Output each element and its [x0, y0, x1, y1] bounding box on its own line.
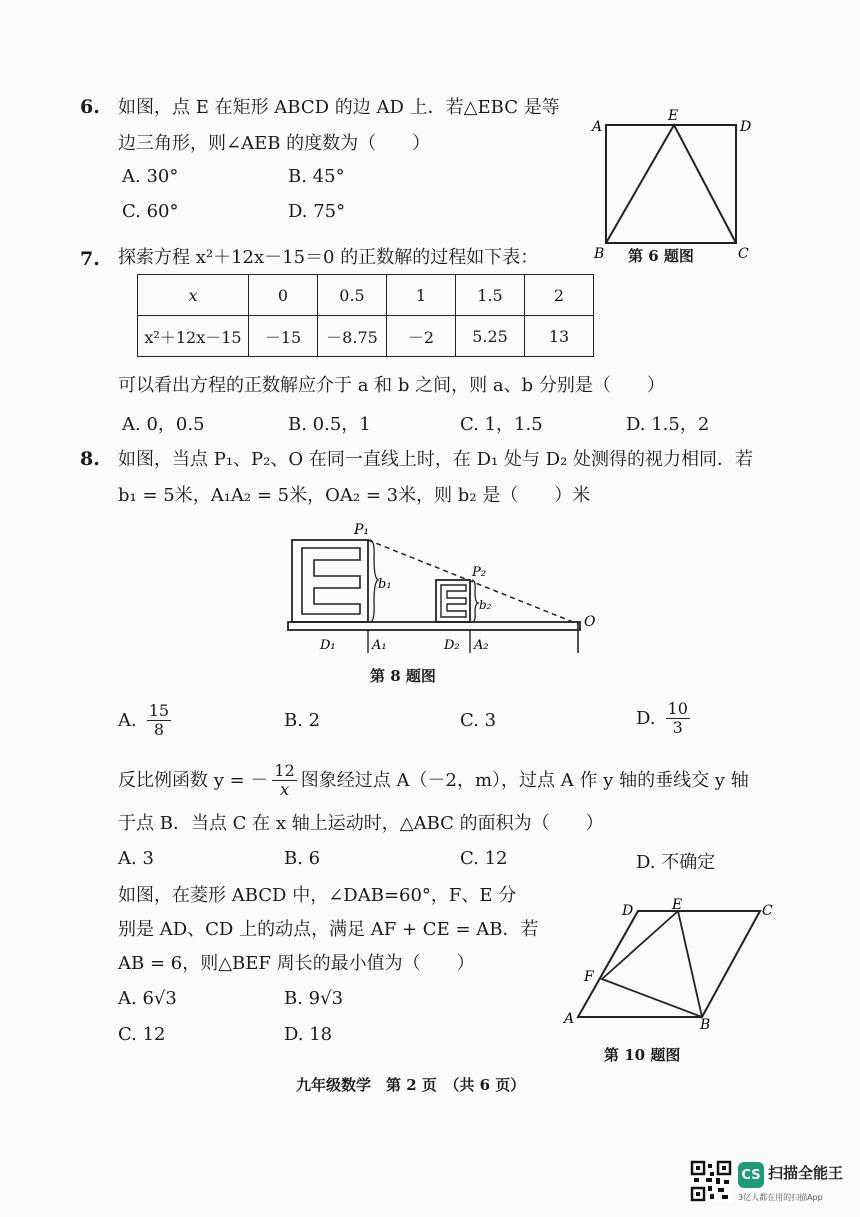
table-row: [138, 275, 594, 316]
q7-option-a: A. 0，0.5: [122, 414, 205, 435]
q6-option-a: A. 30°: [122, 166, 179, 187]
q8-label-p1: P₁: [354, 522, 370, 538]
table-cell: －2: [387, 316, 456, 357]
q10-line3: AB = 6，则△BEF 周长的最小值为（ ）: [118, 953, 475, 974]
q8-option-c: C. 3: [460, 710, 497, 731]
q8-option-d-fraction: [666, 700, 690, 737]
q8-option-a-letter: A.: [118, 710, 137, 731]
q7-line1: 探索方程 x²＋12x－15＝0 的正数解的过程如下表：: [118, 247, 539, 268]
table-cell: 0.5: [318, 275, 387, 316]
q8-option-b: B. 2: [284, 710, 321, 731]
q6-label-a: A: [592, 119, 603, 135]
q9-pre: 反比例函数 y = －: [118, 769, 269, 791]
q8-label-p2: P₂: [472, 565, 486, 580]
q9-line1: [118, 762, 749, 799]
q6-number: 6.: [80, 96, 100, 118]
table-cell: －8.75: [318, 316, 387, 357]
q8-option-a: [118, 702, 171, 739]
q10-option-b: B. 9√3: [284, 988, 344, 1009]
q8-caption: 第 8 题图: [370, 667, 436, 685]
q6-line1: 如图，点 E 在矩形 ABCD 的边 AD 上．若△EBC 是等: [118, 97, 560, 118]
fraction-numerator: 15: [148, 701, 170, 720]
q10-caption: 第 10 题图: [604, 1046, 681, 1064]
q6-label-e: E: [668, 108, 679, 124]
q10-label-b: B: [700, 1017, 711, 1033]
app-tagline: 3亿人都在用的扫描App: [738, 1193, 823, 1202]
q8-figure: [280, 518, 610, 658]
q10-line1: 如图，在菱形 ABCD 中，∠DAB=60°，F、E 分: [118, 885, 517, 906]
q10-line2: 别是 AD、CD 上的动点，满足 AF + CE = AB．若: [118, 919, 539, 940]
table-row: [138, 316, 594, 357]
q6-line2: 边三角形，则∠AEB 的度数为（ ）: [118, 133, 431, 154]
q9-fraction: [272, 762, 296, 799]
q6-label-c: C: [738, 246, 749, 262]
q8-number: 8.: [80, 448, 100, 470]
qr-code-icon: [690, 1160, 732, 1202]
q9-option-a: A. 3: [118, 848, 154, 869]
cs-logo: CS: [738, 1162, 764, 1188]
fraction-numerator: 12: [274, 761, 295, 780]
q8-label-b2: b₂: [479, 598, 492, 612]
q8-option-d-letter: D.: [636, 708, 656, 729]
table-cell: 1.5: [456, 275, 525, 316]
table-cell: 2: [525, 275, 594, 316]
page-footer: 九年级数学 第 2 页 （共 6 页）: [296, 1076, 526, 1094]
q10-label-c: C: [762, 903, 773, 919]
table-cell: 13: [525, 316, 594, 357]
q10-option-d: D. 18: [284, 1024, 333, 1045]
q8-option-d: [636, 700, 690, 737]
q8-line2: b₁ = 5米，A₁A₂ = 5米，OA₂ = 3米，则 b₂ 是（ ）米: [118, 485, 591, 506]
q6-option-b: B. 45°: [288, 166, 345, 187]
q7-table: [137, 274, 594, 357]
fraction-denominator: 3: [672, 718, 683, 737]
table-cell: －15: [249, 316, 318, 357]
q8-label-o: O: [584, 614, 596, 630]
q9-option-b: B. 6: [284, 848, 321, 869]
q8-label-d2: D₂: [444, 638, 460, 653]
fraction-denominator: x: [280, 780, 290, 799]
q9-line2: 于点 B．当点 C 在 x 轴上运动时，△ABC 的面积为（ ）: [118, 813, 604, 834]
q10-label-d: D: [622, 903, 634, 919]
q10-figure: [560, 895, 790, 1035]
q9-option-d: D. 不确定: [636, 852, 716, 873]
q9-post: 图象经过点 A（－2，m），过点 A 作 y 轴的垂线交 y 轴: [300, 769, 749, 791]
q7-number: 7.: [80, 248, 100, 270]
q6-label-b: B: [594, 246, 605, 262]
q7-line2: 可以看出方程的正数解应介于 a 和 b 之间，则 a、b 分别是（ ）: [118, 375, 665, 396]
table-cell: x²＋12x－15: [138, 316, 249, 357]
q10-option-a: A. 6√3: [118, 988, 177, 1009]
q6-caption: 第 6 题图: [628, 247, 694, 265]
q10-label-f: F: [584, 969, 594, 985]
q8-label-d1: D₁: [320, 638, 336, 653]
fraction-numerator: 10: [667, 699, 688, 718]
q6-option-d: D. 75°: [288, 201, 346, 222]
app-name: 扫描全能王: [768, 1164, 844, 1182]
q7-option-b: B. 0.5，1: [288, 414, 371, 435]
q10-label-a: A: [564, 1011, 575, 1027]
q6-label-d: D: [740, 119, 752, 135]
fraction-denominator: 8: [153, 720, 164, 739]
table-cell: 5.25: [456, 316, 525, 357]
q10-label-e: E: [672, 897, 683, 913]
q8-label-a2: A₂: [474, 638, 489, 653]
q8-line1: 如图，当点 P₁、P₂、O 在同一直线上时，在 D₁ 处与 D₂ 处测得的视力相同．若: [118, 449, 754, 470]
q8-option-a-fraction: [147, 702, 171, 739]
q8-label-a1: A₁: [372, 638, 387, 653]
q6-option-c: C. 60°: [122, 201, 179, 222]
q7-option-c: C. 1，1.5: [460, 414, 543, 435]
q10-option-c: C. 12: [118, 1024, 166, 1045]
q7-option-d: D. 1.5，2: [626, 414, 710, 435]
table-cell: 1: [387, 275, 456, 316]
q8-label-b1: b₁: [378, 577, 392, 592]
q9-option-c: C. 12: [460, 848, 508, 869]
table-cell: x: [138, 275, 249, 316]
table-cell: 0: [249, 275, 318, 316]
